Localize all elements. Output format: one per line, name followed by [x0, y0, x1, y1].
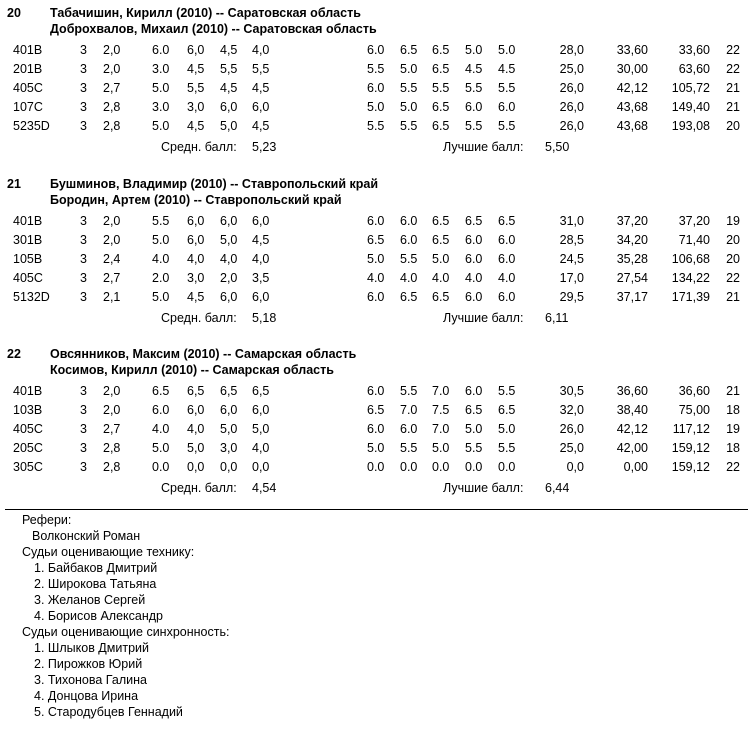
execution-score: 4,5 [252, 119, 270, 133]
sync-score: 5.0 [432, 252, 450, 266]
raw-score: 25,0 [559, 441, 584, 455]
cumulative-total: 159,12 [671, 460, 710, 474]
dive-height: 3 [80, 252, 87, 266]
best-score: 6,11 [545, 311, 569, 325]
dive-difficulty: 2,0 [103, 43, 121, 57]
dive-code: 201B [13, 62, 43, 76]
execution-score: 6,0 [220, 403, 238, 417]
dive-points: 30,00 [616, 62, 648, 76]
dive-height: 3 [80, 233, 87, 247]
team-member-1: Овсянников, Максим (2010) -- Самарская область [50, 347, 357, 361]
team-member-2: Косимов, Кирилл (2010) -- Самарская область [50, 363, 334, 377]
execution-score: 5,0 [252, 422, 270, 436]
sync-score: 4.0 [498, 271, 516, 285]
execution-score: 0,0 [187, 460, 205, 474]
execution-score: 5,0 [220, 233, 238, 247]
sync-score: 5.5 [400, 252, 418, 266]
sync-score: 4.5 [465, 62, 483, 76]
sync-score: 5.5 [400, 119, 418, 133]
dive-difficulty: 2,0 [103, 214, 121, 228]
sync-score: 6.0 [498, 290, 516, 304]
execution-score: 0,0 [252, 460, 270, 474]
sync-score: 5.5 [400, 441, 418, 455]
sync-score: 6.5 [465, 403, 483, 417]
referee-name: Волконский Роман [32, 529, 141, 543]
team-number: 21 [7, 177, 21, 191]
execution-score: 5,0 [220, 119, 238, 133]
dive-points: 27,54 [616, 271, 648, 285]
cumulative-total: 134,22 [671, 271, 710, 285]
sync-score: 5.0 [465, 422, 483, 436]
cumulative-total: 63,60 [678, 62, 710, 76]
sync-score: 5.5 [367, 62, 385, 76]
dive-difficulty: 2,0 [103, 384, 121, 398]
dive-code: 405C [13, 422, 43, 436]
sync-score: 6.0 [367, 43, 385, 57]
execution-score: 6,0 [252, 100, 270, 114]
raw-score: 28,0 [559, 43, 584, 57]
tech-judge-item: 2. Широкова Татьяна [34, 577, 157, 591]
sync-score: 6.5 [367, 233, 385, 247]
raw-score: 24,5 [559, 252, 584, 266]
execution-score: 4,0 [252, 252, 270, 266]
place-rank: 20 [726, 233, 740, 247]
sync-score: 0.0 [498, 460, 516, 474]
dive-points: 42,12 [616, 81, 648, 95]
average-score: 5,18 [252, 311, 277, 325]
execution-score: 2,0 [220, 271, 238, 285]
team-number: 20 [7, 6, 21, 20]
dive-points: 43,68 [616, 119, 648, 133]
dive-code: 401B [13, 384, 43, 398]
execution-score: 5,0 [187, 441, 205, 455]
team-member-2: Бородин, Артем (2010) -- Ставропольский край [50, 193, 342, 207]
place-rank: 22 [726, 271, 740, 285]
dive-height: 3 [80, 119, 87, 133]
place-rank: 21 [726, 290, 740, 304]
dive-points: 42,12 [616, 422, 648, 436]
execution-score: 4.0 [152, 422, 170, 436]
dive-difficulty: 2,7 [103, 422, 121, 436]
average-score: 4,54 [252, 481, 277, 495]
sync-score: 5.0 [432, 441, 450, 455]
dive-code: 401B [13, 43, 43, 57]
sync-score: 5.5 [367, 119, 385, 133]
sync-score: 5.0 [367, 100, 385, 114]
execution-score: 6,5 [187, 384, 205, 398]
place-rank: 18 [726, 441, 740, 455]
raw-score: 32,0 [559, 403, 584, 417]
dive-points: 37,20 [616, 214, 648, 228]
execution-score: 2.0 [152, 271, 170, 285]
execution-score: 3,0 [187, 271, 205, 285]
execution-score: 6,0 [220, 214, 238, 228]
sync-judge-item: 5. Стародубцев Геннадий [34, 705, 183, 719]
sync-score: 6.0 [367, 422, 385, 436]
dive-height: 3 [80, 43, 87, 57]
tech-judge-item: 4. Борисов Александр [34, 609, 163, 623]
raw-score: 17,0 [559, 271, 584, 285]
execution-score: 4,5 [220, 43, 238, 57]
dive-difficulty: 2,8 [103, 460, 121, 474]
execution-score: 4,5 [187, 62, 205, 76]
dive-points: 42,00 [616, 441, 648, 455]
execution-score: 6.0 [152, 43, 170, 57]
sync-score: 6.0 [465, 233, 483, 247]
dive-difficulty: 2,8 [103, 119, 121, 133]
sync-score: 5.5 [498, 119, 516, 133]
execution-score: 4.0 [152, 252, 170, 266]
sync-score: 5.5 [498, 441, 516, 455]
sync-judge-item: 4. Донцова Ирина [34, 689, 139, 703]
dive-difficulty: 2,0 [103, 403, 121, 417]
execution-score: 3.0 [152, 62, 170, 76]
dive-points: 43,68 [616, 100, 648, 114]
sync-score: 5.5 [498, 384, 516, 398]
cumulative-total: 37,20 [678, 214, 710, 228]
sync-score: 0.0 [400, 460, 418, 474]
dive-height: 3 [80, 100, 87, 114]
execution-score: 3,0 [187, 100, 205, 114]
dive-height: 3 [80, 422, 87, 436]
dive-height: 3 [80, 441, 87, 455]
average-score-label: Средн. балл: [161, 481, 237, 495]
dive-points: 35,28 [616, 252, 648, 266]
raw-score: 30,5 [559, 384, 584, 398]
execution-score: 5,0 [220, 422, 238, 436]
sync-score: 6.5 [498, 403, 516, 417]
execution-score: 4,5 [187, 119, 205, 133]
sync-score: 5.5 [465, 441, 483, 455]
sync-score: 0.0 [432, 460, 450, 474]
raw-score: 28,5 [559, 233, 584, 247]
sync-score: 5.0 [400, 62, 418, 76]
sync-score: 7.0 [432, 384, 450, 398]
sync-score: 6.0 [367, 81, 385, 95]
sync-judge-item: 2. Пирожков Юрий [34, 657, 143, 671]
dive-difficulty: 2,1 [103, 290, 121, 304]
execution-score: 0.0 [152, 460, 170, 474]
sync-score: 6.0 [400, 233, 418, 247]
sync-score: 6.0 [465, 290, 483, 304]
sync-score: 5.0 [367, 252, 385, 266]
cumulative-total: 75,00 [678, 403, 710, 417]
cumulative-total: 171,39 [671, 290, 710, 304]
execution-score: 5.0 [152, 119, 170, 133]
cumulative-total: 105,72 [671, 81, 710, 95]
cumulative-total: 71,40 [678, 233, 710, 247]
sync-score: 6.0 [498, 252, 516, 266]
execution-score: 5.0 [152, 290, 170, 304]
sync-score: 6.5 [400, 290, 418, 304]
execution-score: 5.0 [152, 233, 170, 247]
execution-score: 4,5 [252, 233, 270, 247]
sync-score: 5.5 [465, 119, 483, 133]
cumulative-total: 106,68 [671, 252, 710, 266]
sync-score: 5.0 [498, 422, 516, 436]
execution-score: 6,0 [187, 233, 205, 247]
place-rank: 22 [726, 460, 740, 474]
cumulative-total: 33,60 [678, 43, 710, 57]
dive-code: 405C [13, 271, 43, 285]
dive-height: 3 [80, 214, 87, 228]
place-rank: 19 [726, 422, 740, 436]
raw-score: 0,0 [566, 460, 584, 474]
execution-score: 4,5 [187, 290, 205, 304]
dive-points: 34,20 [616, 233, 648, 247]
dive-code: 103B [13, 403, 43, 417]
sync-score: 0.0 [465, 460, 483, 474]
average-score-label: Средн. балл: [161, 140, 237, 154]
cumulative-total: 159,12 [671, 441, 710, 455]
sync-score: 4.5 [498, 62, 516, 76]
sync-score: 6.0 [465, 252, 483, 266]
execution-score: 3,5 [252, 271, 270, 285]
dive-height: 3 [80, 460, 87, 474]
dive-difficulty: 2,8 [103, 441, 121, 455]
execution-score: 4,5 [252, 81, 270, 95]
tech-judge-item: 3. Желанов Сергей [34, 593, 146, 607]
tech-judge-item: 1. Байбаков Дмитрий [34, 561, 158, 575]
sync-score: 6.0 [400, 214, 418, 228]
execution-score: 4,0 [220, 252, 238, 266]
execution-score: 5,5 [220, 62, 238, 76]
execution-score: 6,5 [252, 384, 270, 398]
execution-score: 6,0 [187, 403, 205, 417]
average-score: 5,23 [252, 140, 277, 154]
execution-score: 6,0 [220, 100, 238, 114]
dive-difficulty: 2,0 [103, 233, 121, 247]
sync-score: 5.5 [400, 384, 418, 398]
sync-score: 5.5 [465, 81, 483, 95]
execution-score: 3,0 [220, 441, 238, 455]
cumulative-total: 193,08 [671, 119, 710, 133]
dive-code: 305C [13, 460, 43, 474]
sync-score: 0.0 [367, 460, 385, 474]
execution-score: 6,0 [252, 403, 270, 417]
dive-points: 36,60 [616, 384, 648, 398]
sync-score: 7.0 [400, 403, 418, 417]
execution-score: 6,0 [187, 43, 205, 57]
dive-difficulty: 2,7 [103, 271, 121, 285]
execution-score: 6.0 [152, 403, 170, 417]
dive-height: 3 [80, 271, 87, 285]
dive-difficulty: 2,8 [103, 100, 121, 114]
sync-score: 6.5 [432, 100, 450, 114]
sync-score: 4.0 [432, 271, 450, 285]
sync-score: 4.0 [367, 271, 385, 285]
dive-code: 5132D [13, 290, 50, 304]
dive-points: 33,60 [616, 43, 648, 57]
sync-score: 6.5 [367, 403, 385, 417]
best-score: 6,44 [545, 481, 570, 495]
sync-score: 5.0 [367, 441, 385, 455]
execution-score: 5.0 [152, 441, 170, 455]
dive-points: 0,00 [623, 460, 648, 474]
place-rank: 22 [726, 43, 740, 57]
dive-difficulty: 2,0 [103, 62, 121, 76]
execution-score: 5.5 [152, 214, 170, 228]
sync-score: 6.5 [432, 214, 450, 228]
cumulative-total: 149,40 [671, 100, 710, 114]
dive-height: 3 [80, 81, 87, 95]
divider-line [5, 509, 748, 510]
place-rank: 19 [726, 214, 740, 228]
raw-score: 26,0 [559, 422, 584, 436]
tech-judges-label: Судьи оценивающие технику: [22, 545, 195, 559]
dive-height: 3 [80, 403, 87, 417]
sync-score: 5.0 [400, 100, 418, 114]
average-score-label: Средн. балл: [161, 311, 237, 325]
dive-difficulty: 2,4 [103, 252, 121, 266]
execution-score: 3.0 [152, 100, 170, 114]
team-number: 22 [7, 347, 21, 361]
dive-points: 38,40 [616, 403, 648, 417]
execution-score: 6,0 [252, 290, 270, 304]
raw-score: 29,5 [559, 290, 584, 304]
sync-score: 5.5 [432, 81, 450, 95]
sync-score: 6.0 [498, 233, 516, 247]
dive-points: 37,17 [616, 290, 648, 304]
sync-score: 6.5 [465, 214, 483, 228]
dive-height: 3 [80, 290, 87, 304]
sync-score: 5.0 [465, 43, 483, 57]
best-score-label: Лучшие балл: [443, 311, 524, 325]
sync-score: 6.5 [432, 290, 450, 304]
sync-score: 7.0 [432, 422, 450, 436]
cumulative-total: 36,60 [678, 384, 710, 398]
team-member-1: Табачишин, Кирилл (2010) -- Саратовская область [50, 6, 361, 20]
referee-label: Рефери: [22, 513, 72, 527]
sync-score: 6.5 [432, 119, 450, 133]
sync-score: 7.5 [432, 403, 450, 417]
dive-code: 301B [13, 233, 43, 247]
raw-score: 31,0 [559, 214, 584, 228]
sync-score: 6.0 [367, 290, 385, 304]
sync-score: 6.0 [367, 214, 385, 228]
dive-height: 3 [80, 384, 87, 398]
place-rank: 21 [726, 384, 740, 398]
execution-score: 4,0 [187, 252, 205, 266]
best-score: 5,50 [545, 140, 570, 154]
sync-score: 5.5 [400, 81, 418, 95]
best-score-label: Лучшие балл: [443, 140, 524, 154]
sync-score: 6.5 [498, 214, 516, 228]
cumulative-total: 117,12 [672, 422, 710, 436]
place-rank: 20 [726, 119, 740, 133]
execution-score: 4,5 [220, 81, 238, 95]
execution-score: 6,0 [187, 214, 205, 228]
sync-score: 6.5 [400, 43, 418, 57]
dive-code: 107C [13, 100, 43, 114]
sync-score: 6.0 [367, 384, 385, 398]
dive-height: 3 [80, 62, 87, 76]
execution-score: 6,0 [252, 214, 270, 228]
sync-score: 6.5 [432, 233, 450, 247]
execution-score: 6,5 [220, 384, 238, 398]
sync-score: 6.5 [432, 43, 450, 57]
execution-score: 6.5 [152, 384, 170, 398]
dive-code: 405C [13, 81, 43, 95]
dive-code: 105B [13, 252, 43, 266]
raw-score: 26,0 [559, 119, 584, 133]
place-rank: 22 [726, 62, 740, 76]
sync-score: 6.0 [498, 100, 516, 114]
dive-difficulty: 2,7 [103, 81, 121, 95]
dive-code: 205C [13, 441, 43, 455]
sync-score: 6.0 [400, 422, 418, 436]
sync-score: 4.0 [465, 271, 483, 285]
execution-score: 6,0 [220, 290, 238, 304]
execution-score: 4,0 [187, 422, 205, 436]
sync-score: 6.5 [432, 62, 450, 76]
sync-judge-item: 3. Тихонова Галина [34, 673, 147, 687]
execution-score: 4,0 [252, 441, 270, 455]
sync-score: 6.0 [465, 384, 483, 398]
raw-score: 25,0 [559, 62, 584, 76]
place-rank: 20 [726, 252, 740, 266]
execution-score: 4,0 [252, 43, 270, 57]
team-member-2: Доброхвалов, Михаил (2010) -- Саратовская область [50, 22, 377, 36]
execution-score: 5,5 [252, 62, 270, 76]
sync-judges-label: Судьи оценивающие синхронность: [22, 625, 230, 639]
best-score-label: Лучшие балл: [443, 481, 524, 495]
raw-score: 26,0 [559, 100, 584, 114]
place-rank: 18 [726, 403, 740, 417]
sync-score: 5.0 [498, 43, 516, 57]
raw-score: 26,0 [559, 81, 584, 95]
execution-score: 5.0 [152, 81, 170, 95]
sync-score: 5.5 [498, 81, 516, 95]
place-rank: 21 [726, 81, 740, 95]
place-rank: 21 [726, 100, 740, 114]
sync-judge-item: 1. Шлыков Дмитрий [34, 641, 149, 655]
execution-score: 0,0 [220, 460, 238, 474]
dive-code: 401B [13, 214, 43, 228]
sync-score: 4.0 [400, 271, 418, 285]
dive-code: 5235D [13, 119, 50, 133]
sync-score: 6.0 [465, 100, 483, 114]
team-member-1: Бушминов, Владимир (2010) -- Ставропольский край [50, 177, 379, 191]
execution-score: 5,5 [187, 81, 205, 95]
